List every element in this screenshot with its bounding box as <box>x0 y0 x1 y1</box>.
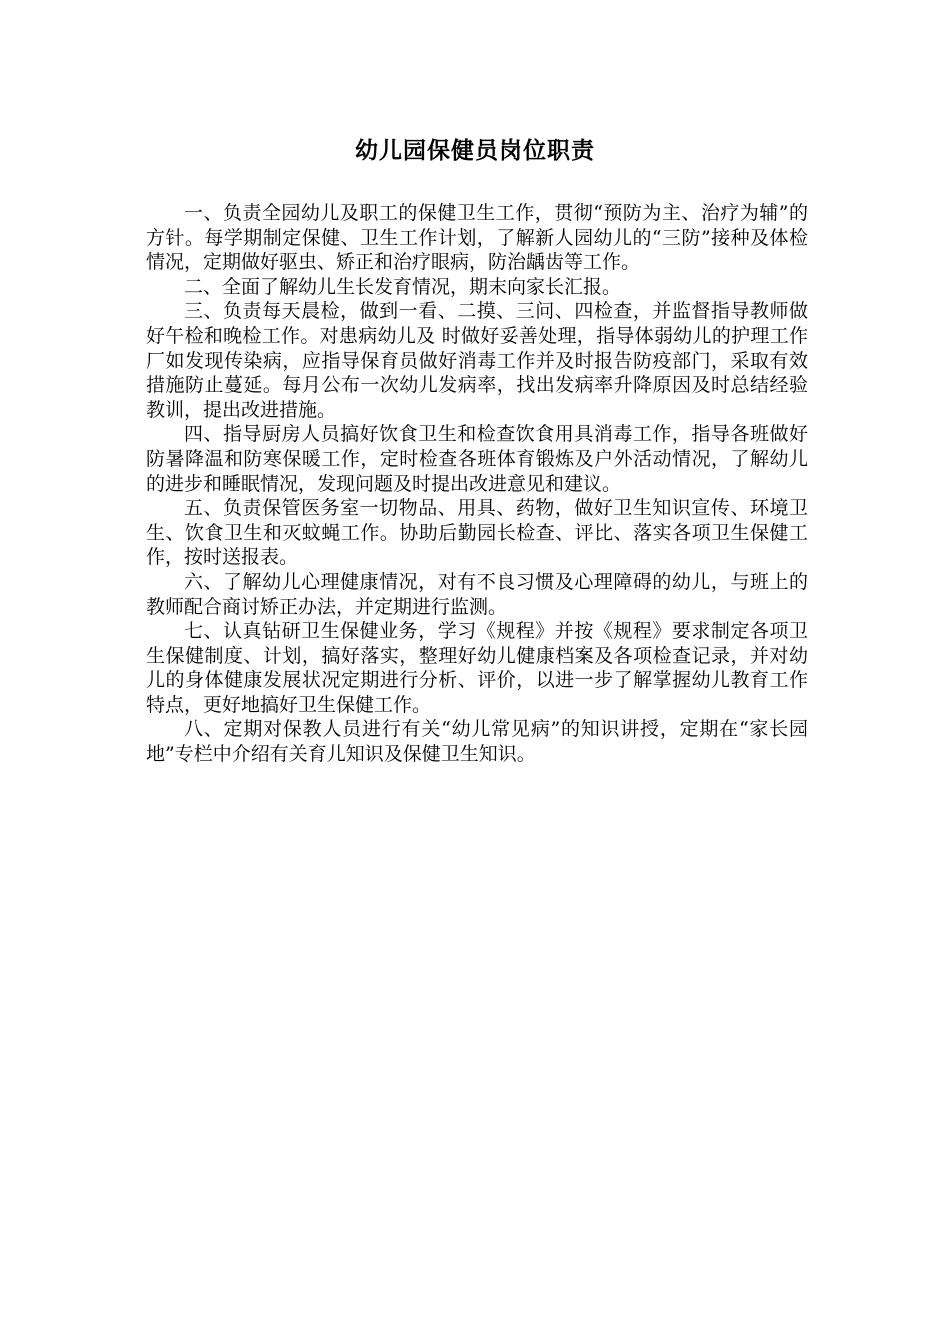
paragraph-1: 一、负责全园幼儿及职工的保健卫生工作，贯彻“预防为主、治疗为辅”的方针。每学期制定保健、卫生工作计划，了解新人园幼儿的“三防”接种及体检情况，定期做好驱虫、矫正和治疗眼病，防治龋齿等工作。 <box>146 202 808 274</box>
paragraph-4: 四、指导厨房人员搞好饮食卫生和检查饮食用具消毒工作，指导各班做好防暑降温和防寒保暖工作，定时检查各班体育锻炼及户外活动情况，了解幼儿的进步和睡眠情况，发现问题及时提出改进意见和建议。 <box>146 423 808 495</box>
document-body <box>146 201 808 767</box>
paragraph-2: 二、全面了解幼儿生长发育情况，期末向家长汇报。 <box>184 275 622 298</box>
paragraph-6: 六、了解幼儿心理健康情况，对有不良习惯及心理障碍的幼儿，与班上的教师配合商讨矫正办法，并定期进行监测。 <box>146 570 808 618</box>
paragraph-8: 八、定期对保教人员进行有关“幼儿常见病”的知识讲授，定期在“家长园地”专栏中介绍有关育儿知识及保健卫生知识。 <box>146 718 808 766</box>
paragraph-5: 五、负责保管医务室一切物品、用具、药物，做好卫生知识宣传、环境卫生、饮食卫生和灭蚊蝇工作。协助后勤园长检查、评比、落实各项卫生保健工作，按时送报表。 <box>146 497 808 569</box>
paragraph-3: 三、负责每天晨检，做到一看、二摸、三问、四检查，并监督指导教师做好午检和晚检工作。对患病幼儿及 时做好妥善处理，指导体弱幼儿的护理工作厂如发现传染病，应指导保育员做好消毒工作并及时报告防疫部门，采取有效措施防止蔓延。每月公布一次幼儿发病率，找出发病率升降原因及时总结经验教训，提出改进措施。 <box>146 300 808 421</box>
paragraph-7: 七、认真钻研卫生保健业务，学习《规程》并按《规程》要求制定各项卫生保健制度、计划，搞好落实，整理好幼儿健康档案及各项检查记录，并对幼儿的身体健康发展状况定期进行分析、评价，以进一步了解掌握幼儿教育工作特点，更好地搞好卫生保健工作。 <box>146 620 808 716</box>
document-title: 幼儿园保健员岗位职责 <box>355 137 595 164</box>
